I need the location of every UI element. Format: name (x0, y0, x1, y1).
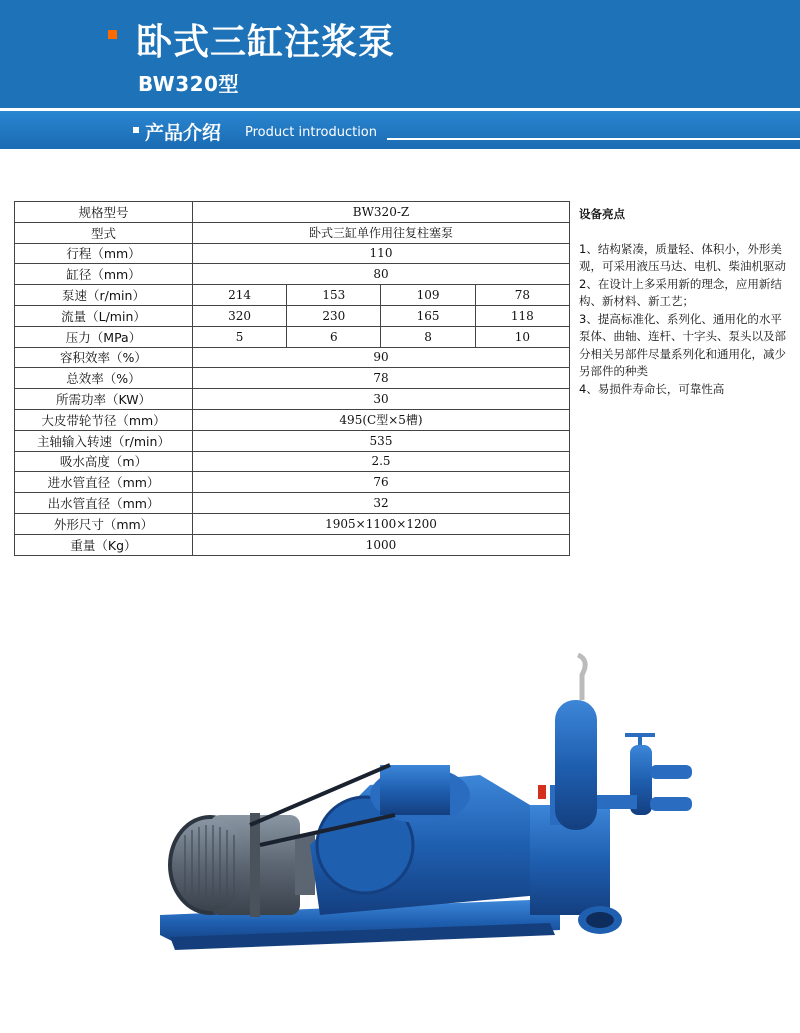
highlight-item: 2、在设计上多采用新的理念，应用新结构、新材料、新工艺； (579, 276, 782, 308)
row-value: 10 (475, 326, 569, 347)
table-row (15, 493, 570, 514)
row-value: 165 (381, 305, 475, 326)
row-label: 型式 (15, 222, 193, 243)
row-value: 2.5 (193, 451, 570, 472)
model-subtitle: BW320型 (138, 72, 239, 96)
row-value: 535 (193, 430, 570, 451)
row-value: 214 (193, 285, 287, 306)
row-label: 进水管直径（mm） (15, 472, 193, 493)
table-row (15, 285, 570, 306)
highlight-item: 1、结构紧凑，质量轻、体积小，外形美观，可采用液压马达、电机、柴油机驱动 (579, 241, 786, 273)
row-label: 主轴输入转速（r/min） (15, 430, 193, 451)
row-label: 所需功率（KW） (15, 389, 193, 410)
table-row (15, 472, 570, 493)
bullet-square-icon (133, 127, 139, 133)
row-value: 78 (475, 285, 569, 306)
row-label: 外形尺寸（mm） (15, 513, 193, 534)
row-value: 109 (381, 285, 475, 306)
row-label: 吸水高度（m） (15, 451, 193, 472)
row-value: 卧式三缸单作用往复柱塞泵 (193, 222, 570, 243)
row-value: 8 (381, 326, 475, 347)
section-subtitle: Product introduction (245, 125, 377, 140)
table-row (15, 326, 570, 347)
table-row (15, 513, 570, 534)
row-label: 总效率（%） (15, 368, 193, 389)
row-value: BW320-Z (193, 202, 570, 223)
row-value: 6 (287, 326, 381, 347)
row-value: 30 (193, 389, 570, 410)
row-label: 出水管直径（mm） (15, 493, 193, 514)
row-label: 重量（Kg） (15, 534, 193, 555)
table-row (15, 451, 570, 472)
table-row (15, 305, 570, 326)
highlight-item: 3、提高标准化、系列化、通用化的水平泵体、曲轴、连杆、十字头、泵头以及部分相关另部件尽量系列化和通用化，减少另部件的种类 (579, 311, 786, 378)
row-value: 118 (475, 305, 569, 326)
row-value: 495(C型×5槽) (193, 409, 570, 430)
section-bar (0, 111, 800, 149)
row-value: 32 (193, 493, 570, 514)
row-label: 泵速（r/min） (15, 285, 193, 306)
row-label: 压力（MPa） (15, 326, 193, 347)
row-value: 320 (193, 305, 287, 326)
table-row (15, 222, 570, 243)
highlights-title: 设备亮点 (579, 207, 625, 221)
highlight-item: 4、易损件寿命长，可靠性高 (579, 381, 725, 396)
page-title: 卧式三缸注浆泵 (136, 22, 396, 63)
table-row (15, 389, 570, 410)
row-value: 1905×1100×1200 (193, 513, 570, 534)
row-value: 80 (193, 264, 570, 285)
row-label: 规格型号 (15, 202, 193, 223)
row-label: 缸径（mm） (15, 264, 193, 285)
row-value: 153 (287, 285, 381, 306)
table-row (15, 347, 570, 368)
table-row (15, 534, 570, 555)
page-header (0, 0, 800, 108)
row-value: 230 (287, 305, 381, 326)
row-value: 78 (193, 368, 570, 389)
product-image (150, 645, 730, 965)
row-label: 大皮带轮节径（mm） (15, 409, 193, 430)
table-row (15, 368, 570, 389)
table-row (15, 202, 570, 223)
row-label: 行程（mm） (15, 243, 193, 264)
table-row (15, 264, 570, 285)
row-value: 110 (193, 243, 570, 264)
row-value: 90 (193, 347, 570, 368)
section-divider (387, 138, 800, 140)
accent-square-icon (108, 30, 117, 39)
pump-illustration (150, 645, 730, 965)
table-row (15, 243, 570, 264)
row-label: 容积效率（%） (15, 347, 193, 368)
highlights-panel (579, 206, 791, 398)
table-row (15, 430, 570, 451)
row-label: 流量（L/min） (15, 305, 193, 326)
table-row (15, 409, 570, 430)
row-value: 76 (193, 472, 570, 493)
section-title: 产品介绍 (145, 122, 222, 144)
row-value: 1000 (193, 534, 570, 555)
row-value: 5 (193, 326, 287, 347)
spec-table (14, 201, 570, 556)
